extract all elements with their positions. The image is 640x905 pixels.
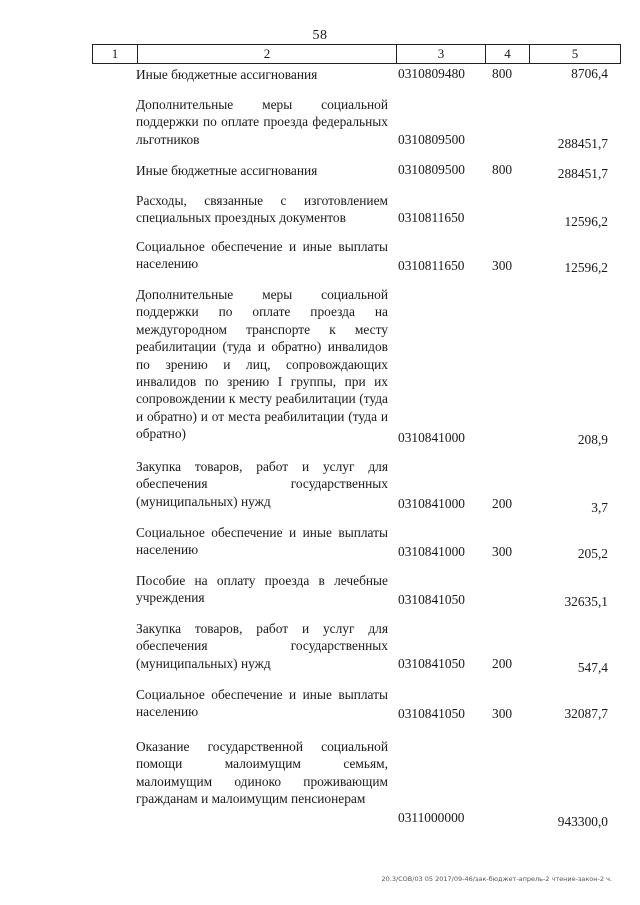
row-code: 0310811650 [398,210,465,225]
row-name: Социальное обеспечение и иные выплаты населению [136,525,388,558]
row-amount: 547,4 [577,660,608,675]
page-number: 58 [312,28,328,43]
row-code: 0310841050 [398,656,465,671]
row-amount: 208,9 [577,432,608,447]
row-name: Социальное обеспечение и иные выплаты населению [136,239,388,272]
row-amount: 288451,7 [557,136,608,151]
row-expense-type: 800 [492,162,513,177]
row-name: Закупка товаров, работ и услуг для обеспечения государственных (муниципальных) нужд [136,459,388,509]
row-code: 0310809500 [398,132,465,147]
row-amount: 12596,2 [564,214,608,229]
row-amount: 32087,7 [564,706,608,721]
column-header-4: 4 [486,45,530,63]
row-code: 0310809500 [398,162,465,177]
column-header-1: 1 [93,45,138,63]
column-header-3: 3 [397,45,486,63]
row-name: Закупка товаров, работ и услуг для обеспечения государственных (муниципальных) нужд [136,621,388,671]
row-code: 0310809480 [398,66,465,81]
row-amount: 32635,1 [564,594,608,609]
column-header-5: 5 [571,46,579,61]
row-name: Оказание государственной социальной помощи малоимущим семьям, малоимущим одиноко проживающим гражданам и малоимущим пенсионерам [136,739,388,807]
document-footer: 20.3/СОВ/03 05 2017/09-46/зак-бюджет-апрель-2 чтение-закон-2 ч. [381,875,612,883]
row-name: Дополнительные меры социальной поддержки по оплате проезда на междугородном транспорте к месту реабилитации (туда и обратно) инвалидов по зрению и лиц, сопровождающих инвалидов по зрению I группы, при их сопровождении к месту реабилитации (туда и обратно) и от места реабилитации (туда и обратно) [136,287,388,442]
row-code: 0310841050 [398,592,465,607]
row-expense-type: 200 [492,496,513,511]
row-name: Расходы, связанные с изготовлением специальных проездных документов [136,193,388,226]
row-expense-type: 300 [492,706,513,721]
row-expense-type: 300 [492,544,513,559]
row-name: Социальное обеспечение и иные выплаты населению [136,687,388,720]
row-code: 0310841000 [398,496,465,511]
row-name: Пособие на оплату проезда в лечебные учреждения [136,573,388,606]
row-expense-type: 800 [492,66,513,81]
row-code: 0310841050 [398,706,465,721]
row-code: 0311000000 [398,810,465,825]
row-name: Дополнительные меры социальной поддержки по оплате проезда федеральных льготников [136,97,388,147]
column-header-2: 2 [138,45,397,63]
row-expense-type: 300 [492,258,513,273]
row-code: 0310811650 [398,258,465,273]
row-amount: 943300,0 [557,814,608,829]
row-name: Иные бюджетные ассигнования [136,163,318,178]
row-name: Иные бюджетные ассигнования [136,67,318,82]
row-amount: 3,7 [591,500,608,515]
row-amount: 205,2 [577,546,608,561]
row-amount: 8706,4 [571,66,608,81]
row-code: 0310841000 [398,544,465,559]
row-amount: 12596,2 [564,260,608,275]
row-code: 0310841000 [398,430,465,445]
row-expense-type: 200 [492,656,513,671]
row-amount: 288451,7 [557,166,608,181]
